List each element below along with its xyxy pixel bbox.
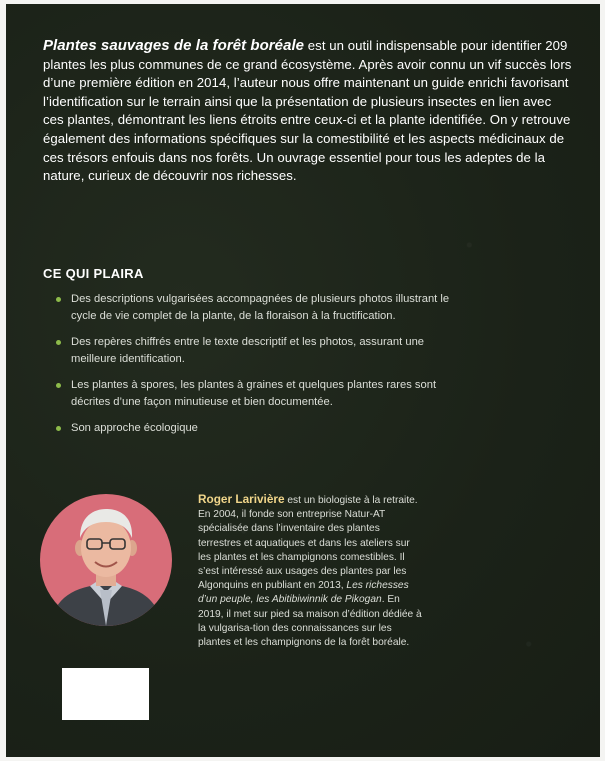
highlight-text: Son approche écologique <box>71 422 198 434</box>
bio-text-1: est un biologiste à la retraite. En 2004, il fonde son entreprise Natur-AT spécialisée dans l’inventaire des plantes terrestres et aquatiques et dans les ateliers sur les plantes et les champignons comestibles. Il s’est intéressé aux usages des plantes par les Algonquins en publiant en 2013, <box>198 495 418 592</box>
back-cover <box>6 4 600 757</box>
bullet-dot-icon <box>56 383 61 388</box>
highlight-item <box>54 420 454 437</box>
bullet-dot-icon <box>56 426 61 431</box>
author-bio <box>198 492 424 650</box>
barcode-area <box>62 668 149 720</box>
bio-book-title: Les richesses d’un peuple, les Abitibiwinnik de Pikogan <box>198 580 409 606</box>
book-title: Plantes sauvages de la forêt boréale <box>43 37 305 54</box>
highlight-text: Les plantes à spores, les plantes à graines et quelques plantes rares sont décrites d’une façon minutieuse et bien documentée. <box>71 379 437 408</box>
highlights-heading: CE QUI PLAIRA <box>43 266 144 281</box>
author-portrait <box>40 494 172 626</box>
highlight-text: Des descriptions vulgarisées accompagnées de plusieurs photos illustrant le cycle de vie complet de la plante, de la floraison à la fructification. <box>71 293 450 322</box>
highlight-item <box>54 334 454 367</box>
bio-text-2: . En 2019, il met sur pied sa maison d’édition dédiée à la vulgarisa-tion des connaissances sur les plantes et les champignons de la forêt boréale. <box>198 594 422 649</box>
highlight-item <box>54 291 454 324</box>
bullet-dot-icon <box>56 340 61 345</box>
highlight-text: Des repères chiffrés entre le texte descriptif et les photos, assurant une meilleure identification. <box>71 336 425 365</box>
intro-paragraph <box>43 37 573 186</box>
intro-text: est un outil indispensable pour identifier 209 plantes les plus communes de ce grand écosystème. Après avoir connu un vif succès lors d’une première édition en 2014, l’auteur nous offre maintenant un guide enrichi favorisant l’identification sur le terrain ainsi que la présentation de plusieurs insectes en lien avec ces plantes, démontrant les liens étroits entre ceux-ci et la plante identifiée. On y retrouve également des informations spécifiques sur la comestibilité et les aspects médicinaux de ces trésors enfouis dans nos forêts. Un ouvrage essentiel pour tous les adeptes de la nature, curieux de découvrir nos richesses. <box>43 38 572 184</box>
highlights-list <box>54 291 454 447</box>
author-photo-icon <box>40 494 172 626</box>
highlight-item <box>54 377 454 410</box>
author-name: Roger Larivière <box>198 492 285 506</box>
bullet-dot-icon <box>56 297 61 302</box>
